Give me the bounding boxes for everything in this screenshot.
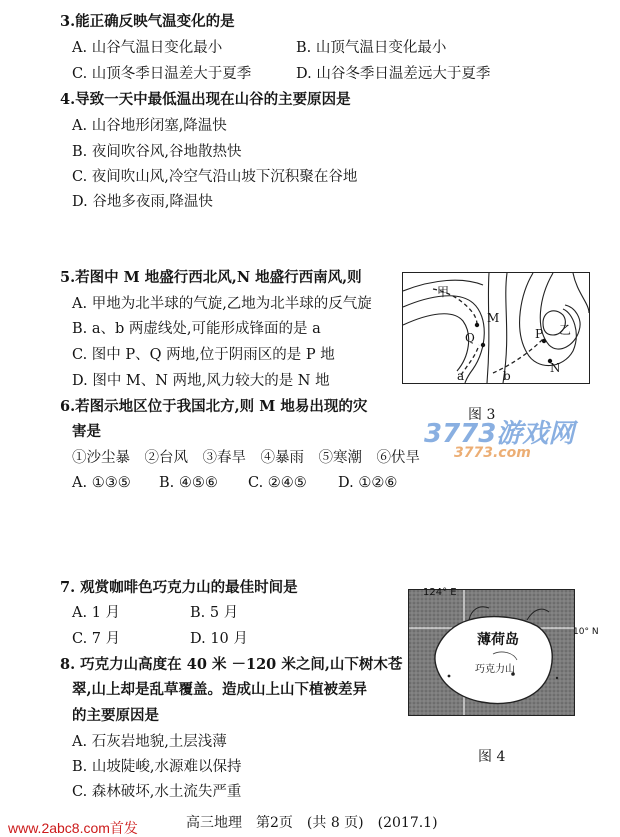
q5-option-c: C. 图中 P、Q 两地,位于阴雨区的是 P 地 [72, 347, 335, 363]
q7-option-c: C. 7 月 [72, 631, 121, 647]
island-name-label: 薄荷岛 [477, 632, 519, 648]
q8-option-a: A. 石灰岩地貌,土层浅薄 [72, 734, 227, 750]
q5-stem: 5.若图中 M 地盛行西北风,N 地盛行西南风,则 [60, 269, 362, 286]
q4-stem: 4.导致一天中最低温出现在山谷的主要原因是 [60, 91, 351, 108]
watermark-url: 3773.com [454, 445, 531, 461]
label-b: b [503, 369, 511, 383]
figure-3-isobar-map [402, 272, 590, 384]
q4-option-c: C. 夜间吹山风,冷空气沿山坡下沉积聚在谷地 [72, 169, 358, 185]
q8-option-c: C. 森林破坏,水土流失严重 [72, 784, 242, 800]
q6-stem-line1: 6.若图示地区位于我国北方,则 M 地易出现的灾 [60, 398, 368, 415]
figure-3-caption: 图 3 [468, 407, 496, 423]
watermark-site: 3773游戏网 [424, 419, 575, 449]
q6-option-b: B. ④⑤⑥ [159, 475, 218, 491]
label-m: M [487, 311, 500, 325]
q7-stem: 7. 观赏咖啡色巧克力山的最佳时间是 [60, 579, 298, 596]
q6-option-c: C. ②④⑤ [248, 475, 307, 491]
q5-option-a: A. 甲地为北半球的气旋,乙地为北半球的反气旋 [72, 296, 372, 312]
q6-items: ①沙尘暴 ②台风 ③春旱 ④暴雨 ⑤寒潮 ⑥伏旱 [72, 450, 420, 466]
label-q: Q [465, 331, 475, 345]
q3-stem: 3.能正确反映气温变化的是 [60, 13, 235, 30]
latitude-label: 10° N [573, 627, 599, 637]
q8-stem-line1: 8. 巧克力山高度在 40 米 －120 米之间,山下树木苍 [60, 656, 403, 673]
q3-option-a: A. 山谷气温日变化最小 [72, 40, 223, 56]
q3-option-c: C. 山顶冬季日温差大于夏季 [72, 66, 252, 82]
q5-option-d: D. 图中 M、N 两地,风力较大的是 N 地 [72, 373, 330, 389]
page-number-info: 高三地理 第2页 (共 8 页) (2017.1) [186, 815, 438, 831]
footer-site-link[interactable]: www.2abc8.com首发 [8, 820, 138, 836]
q8-option-b: B. 山坡陡峻,水源难以保持 [72, 759, 242, 775]
q6-stem-line2: 害是 [72, 423, 101, 440]
q8-stem-line3: 的主要原因是 [72, 707, 159, 724]
label-jia: 甲 [437, 285, 450, 299]
figure-4-caption: 图 4 [478, 749, 506, 765]
page-footer [0, 808, 620, 837]
longitude-label: 124° E [423, 587, 457, 598]
bohol-island-map [409, 590, 574, 715]
q3-option-d: D. 山谷冬季日温差远大于夏季 [296, 66, 491, 82]
q4-option-d: D. 谷地多夜雨,降温快 [72, 194, 213, 210]
q7-option-d: D. 10 月 [190, 631, 248, 647]
figure-4-bohol-map [408, 589, 575, 716]
q6-option-d: D. ①②⑥ [338, 475, 398, 491]
q4-option-b: B. 夜间吹谷风,谷地散热快 [72, 144, 242, 160]
q8-stem-line2: 翠,山上却是乱草覆盖。造成山上山下植被差异 [72, 681, 368, 698]
q5-option-b: B. a、b 两虚线处,可能形成锋面的是 a [72, 321, 321, 337]
q6-option-a: A. ①③⑤ [72, 475, 131, 491]
label-a: a [457, 369, 465, 383]
q7-option-a: A. 1 月 [72, 605, 121, 621]
q4-option-a: A. 山谷地形闭塞,降温快 [72, 118, 227, 134]
q7-option-b: B. 5 月 [190, 605, 239, 621]
q3-option-b: B. 山顶气温日变化最小 [296, 40, 447, 56]
label-yi: 乙 [559, 323, 572, 337]
label-n: N [550, 361, 561, 375]
chocolate-hills-label: 巧克力山 [475, 664, 515, 675]
label-p: P [535, 327, 544, 341]
